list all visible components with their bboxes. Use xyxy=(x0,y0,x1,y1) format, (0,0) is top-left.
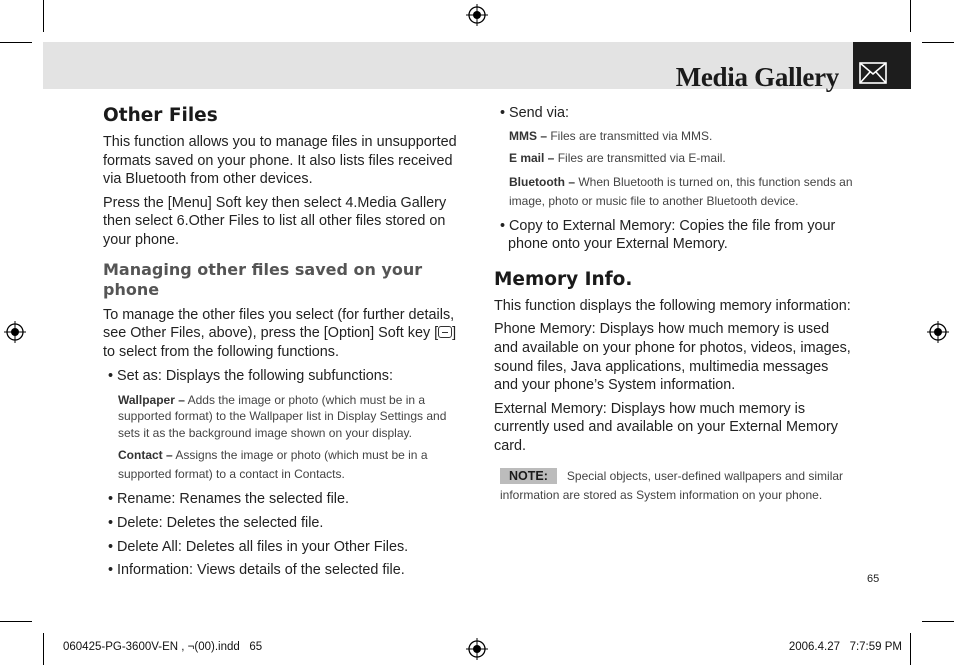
item-label: Bluetooth – xyxy=(509,174,575,189)
crop-mark xyxy=(910,0,911,32)
external-memory: External Memory: Displays how much memory is currently used and available on your External Memory card. xyxy=(494,400,838,454)
section-heading-memory-info: Memory Info. xyxy=(494,268,633,290)
item-label: Wallpaper – xyxy=(118,392,185,407)
item-text: Files are transmitted via MMS. xyxy=(547,128,713,143)
bullet-copy-external: • Copy to External Memory: Copies the file from your phone onto your External Memory. xyxy=(500,217,836,253)
bullet-rename: • Rename: Renames the selected file. xyxy=(108,491,350,508)
item-text: Adds the image or photo (which must be in a supported format) to the Wallpaper list in Display Settings and sets it as the background image shown on your display. xyxy=(118,392,447,440)
manage-paragraph xyxy=(103,306,463,362)
note-text: Special objects, user-defined wallpapers and similar information are stored as System information on your phone. xyxy=(500,468,844,502)
item-contact xyxy=(103,446,463,484)
bullet-send-via: • Send via: xyxy=(500,105,570,121)
other-files-intro: This function allows you to manage files in unsupported formats saved on your phone. It also lists files received via Bluetooth from other devices. xyxy=(103,134,457,188)
item-bluetooth xyxy=(494,173,864,211)
page-title: Media Gallery xyxy=(675,62,839,92)
item-wallpaper xyxy=(103,392,463,442)
bullet-delete: • Delete: Deletes the selected file. xyxy=(108,515,324,532)
page-number: 65 xyxy=(867,573,880,585)
section-heading-other-files: Other Files xyxy=(103,105,218,126)
bullet-delete-all: • Delete All: Deletes all files in your Other Files. xyxy=(108,538,409,555)
envelope-icon xyxy=(859,62,887,84)
crop-mark xyxy=(43,633,44,665)
crop-mark xyxy=(910,633,911,665)
crop-mark xyxy=(43,0,44,32)
item-text: When Bluetooth is turned on, this function sends an image, photo or music file to another Bluetooth device. xyxy=(509,174,853,208)
memory-intro: This function displays the following memory information: xyxy=(494,297,851,314)
note xyxy=(494,467,864,505)
other-files-instruction: Press the [Menu] Soft key then select 4.Media Gallery then select 6.Other Files to list all other files stored on your phone. xyxy=(103,194,447,248)
footer-file-info: 060425-PG-3600V-EN , ¬(00).indd 65 xyxy=(63,641,263,653)
item-mms xyxy=(494,128,864,145)
item-text: Assigns the image or photo (which must be in a supported format) to a contact in Contacts. xyxy=(118,448,428,482)
registration-mark-icon xyxy=(927,321,949,343)
item-label: MMS – xyxy=(509,128,548,143)
manage-text-after: ] to select from the following functions. xyxy=(103,325,457,360)
item-label: Contact – xyxy=(118,448,173,463)
crop-mark xyxy=(922,42,954,43)
phone-memory: Phone Memory: Displays how much memory is used and available on your phone for photos, videos, images, sound files, Java applications, multimedia messages and your phone’s System information. xyxy=(494,321,851,394)
item-label: E mail – xyxy=(509,151,555,166)
crop-mark xyxy=(0,621,32,622)
left-column xyxy=(103,104,463,580)
manage-text-before: To manage the other files you select (for further details, see Other Files, above), press the [Option] Soft key [ xyxy=(103,306,455,342)
item-text: Files are transmitted via E-mail. xyxy=(554,151,726,166)
crop-mark xyxy=(922,621,954,622)
registration-mark-icon xyxy=(466,4,488,26)
bullet-set-as: • Set as: Displays the following subfunctions: xyxy=(108,368,394,385)
registration-mark-icon xyxy=(466,638,488,660)
subheading-managing-files: Managing other files saved on your phone xyxy=(103,259,423,299)
footer-timestamp: 2006.4.27 7:7:59 PM xyxy=(788,641,902,653)
item-email xyxy=(494,150,864,167)
option-softkey-icon xyxy=(438,326,452,338)
crop-mark xyxy=(0,42,32,43)
note-badge: NOTE: xyxy=(500,468,557,484)
right-column xyxy=(494,104,864,505)
registration-mark-icon xyxy=(4,321,26,343)
bullet-information: • Information: Views details of the selected file. xyxy=(108,562,405,579)
